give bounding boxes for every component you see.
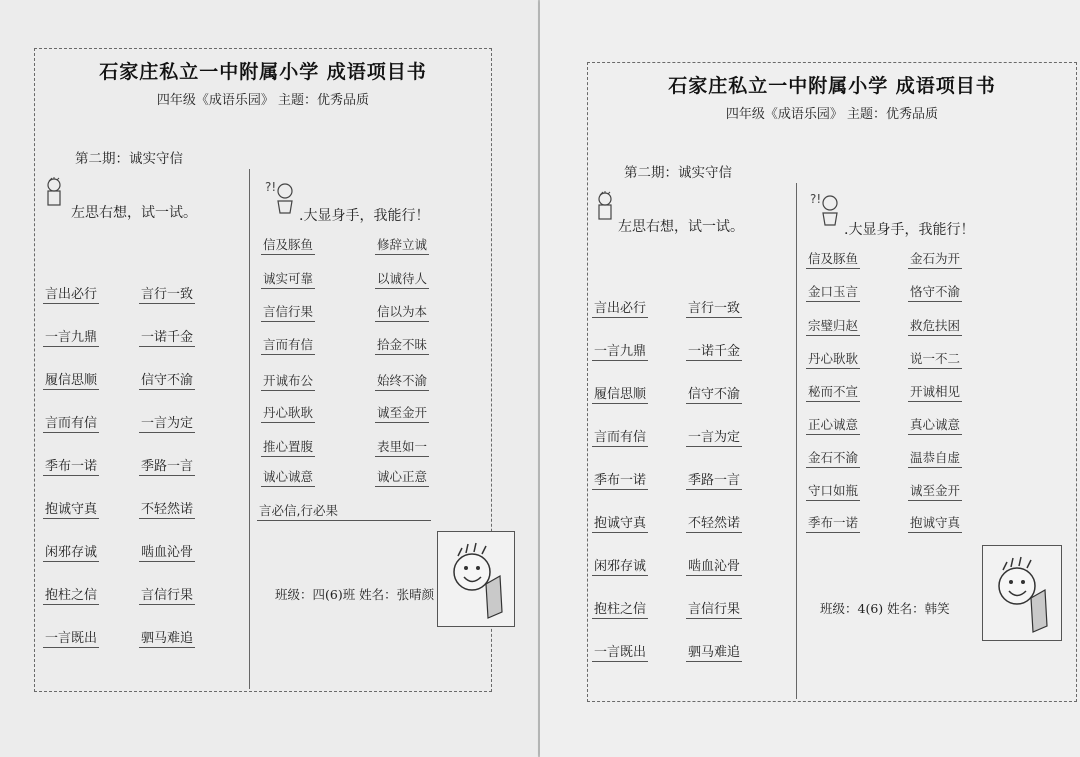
- idiom: 言信行果: [686, 598, 742, 619]
- idiom: 言必信,行必果: [257, 501, 431, 521]
- idiom: 一言为定: [139, 412, 195, 433]
- idiom: 一言既出: [592, 641, 648, 662]
- idiom: 季路一言: [686, 469, 742, 490]
- idiom: 金石不渝: [806, 448, 860, 468]
- class-name-signature: 班级：4(6) 姓名：韩笑: [820, 601, 950, 616]
- idiom: 信及豚鱼: [806, 249, 860, 269]
- idiom: 金口玉言: [806, 282, 860, 302]
- idea-kid-icon: [265, 179, 299, 215]
- left-section-heading: 左思右想，试一试。: [618, 219, 744, 235]
- right-section-heading: .大显身手，我能行！: [299, 208, 430, 224]
- idiom: 言信行果: [139, 584, 195, 605]
- right-sheet-subtitle: 四年级《成语乐园》 主题：优秀品质: [725, 107, 939, 122]
- smiling-kid-icon: [438, 532, 514, 626]
- cartoon-box: [982, 545, 1062, 641]
- idiom: 啮血沁骨: [686, 555, 742, 576]
- idiom: 表里如一: [375, 437, 429, 457]
- right-section-heading: .大显身手，我能行！: [844, 222, 975, 238]
- idiom: 开诚相见: [908, 382, 962, 402]
- idiom: 丹心耿耿: [806, 349, 860, 369]
- idea-kid-icon: [810, 191, 844, 227]
- idiom: 一言既出: [43, 627, 99, 648]
- idiom: 抱柱之信: [43, 584, 99, 605]
- left-sheet-border: [34, 48, 492, 692]
- right-issue-label: 第二期：诚实守信: [624, 165, 732, 181]
- idiom: 驷马难追: [139, 627, 195, 648]
- idiom: 言而有信: [261, 335, 315, 355]
- left-divider: [249, 169, 250, 689]
- idiom: 闲邪存诚: [43, 541, 99, 562]
- idiom: 开诚布公: [261, 371, 315, 391]
- svg-text:?!: ?!: [810, 192, 822, 206]
- class-name-signature: 班级：四(6)班 姓名：张晴颜: [275, 587, 435, 602]
- idiom: 始终不渝: [375, 371, 429, 391]
- idiom: 一言为定: [686, 426, 742, 447]
- idiom: 诚心诚意: [261, 467, 315, 487]
- idiom: 宗璧归赵: [806, 316, 860, 336]
- idiom: 秘而不宣: [806, 382, 860, 402]
- idiom: 抱柱之信: [592, 598, 648, 619]
- idiom: 丹心耿耿: [261, 403, 315, 423]
- left-issue-label: 第二期：诚实守信: [75, 151, 183, 167]
- idiom: 拾金不昧: [375, 335, 429, 355]
- idiom: 言行一致: [686, 297, 742, 318]
- idiom: 言出必行: [43, 283, 99, 304]
- idiom: 一言九鼎: [592, 340, 648, 361]
- idiom: 驷马难追: [686, 641, 742, 662]
- idiom: 言而有信: [592, 426, 648, 447]
- idiom: 履信思顺: [43, 369, 99, 390]
- idiom: 一言九鼎: [43, 326, 99, 347]
- right-sheet-border: [587, 62, 1077, 702]
- idiom: 以诚待人: [375, 269, 429, 289]
- idiom: 温恭自虚: [908, 448, 962, 468]
- idiom: 说一不二: [908, 349, 962, 369]
- idiom: 不轻然诺: [139, 498, 195, 519]
- right-divider: [796, 183, 797, 699]
- right-sheet-title: 石家庄私立一中附属小学 成语项目书: [668, 75, 996, 97]
- idiom: 啮血沁骨: [139, 541, 195, 562]
- idiom: 诚至金开: [375, 403, 429, 423]
- left-sheet-subtitle: 四年级《成语乐园》 主题：优秀品质: [156, 93, 370, 108]
- idiom: 言信行果: [261, 302, 315, 322]
- right-paper: [540, 0, 1080, 757]
- idiom: 抱诚守真: [43, 498, 99, 519]
- idiom: 抱诚守真: [908, 513, 962, 533]
- idiom: 一诺千金: [686, 340, 742, 361]
- idiom: 季布一诺: [806, 513, 860, 533]
- left-sheet-title: 石家庄私立一中附属小学 成语项目书: [99, 61, 427, 83]
- idiom: 真心诚意: [908, 415, 962, 435]
- idiom: 修辞立诚: [375, 235, 429, 255]
- idiom: 诚至金开: [908, 481, 962, 501]
- cartoon-box: [437, 531, 515, 627]
- idiom: 诚心正意: [375, 467, 429, 487]
- idiom: 信守不渝: [139, 369, 195, 390]
- idiom: 季路一言: [139, 455, 195, 476]
- idiom: 闲邪存诚: [592, 555, 648, 576]
- idiom: 救危扶困: [908, 316, 962, 336]
- smiling-kid-icon: [983, 546, 1061, 640]
- idiom: 言而有信: [43, 412, 99, 433]
- thinking-kid-icon: [594, 191, 616, 223]
- idiom: 诚实可靠: [261, 269, 315, 289]
- idiom: 抱诚守真: [592, 512, 648, 533]
- idiom: 信及豚鱼: [261, 235, 315, 255]
- idiom: 守口如瓶: [806, 481, 860, 501]
- idiom: 季布一诺: [43, 455, 99, 476]
- thinking-kid-icon: [43, 177, 65, 209]
- idiom: 言行一致: [139, 283, 195, 304]
- idiom: 履信思顺: [592, 383, 648, 404]
- left-section-heading: 左思右想，试一试。: [71, 205, 197, 221]
- idiom: 季布一诺: [592, 469, 648, 490]
- idiom: 恪守不渝: [908, 282, 962, 302]
- idiom: 信守不渝: [686, 383, 742, 404]
- idiom: 信以为本: [375, 302, 429, 322]
- svg-text:?!: ?!: [265, 180, 277, 194]
- idiom: 不轻然诺: [686, 512, 742, 533]
- idiom: 正心诚意: [806, 415, 860, 435]
- idiom: 一诺千金: [139, 326, 195, 347]
- idiom: 金石为开: [908, 249, 962, 269]
- idiom: 推心置腹: [261, 437, 315, 457]
- left-paper: [0, 0, 538, 757]
- idiom: 言出必行: [592, 297, 648, 318]
